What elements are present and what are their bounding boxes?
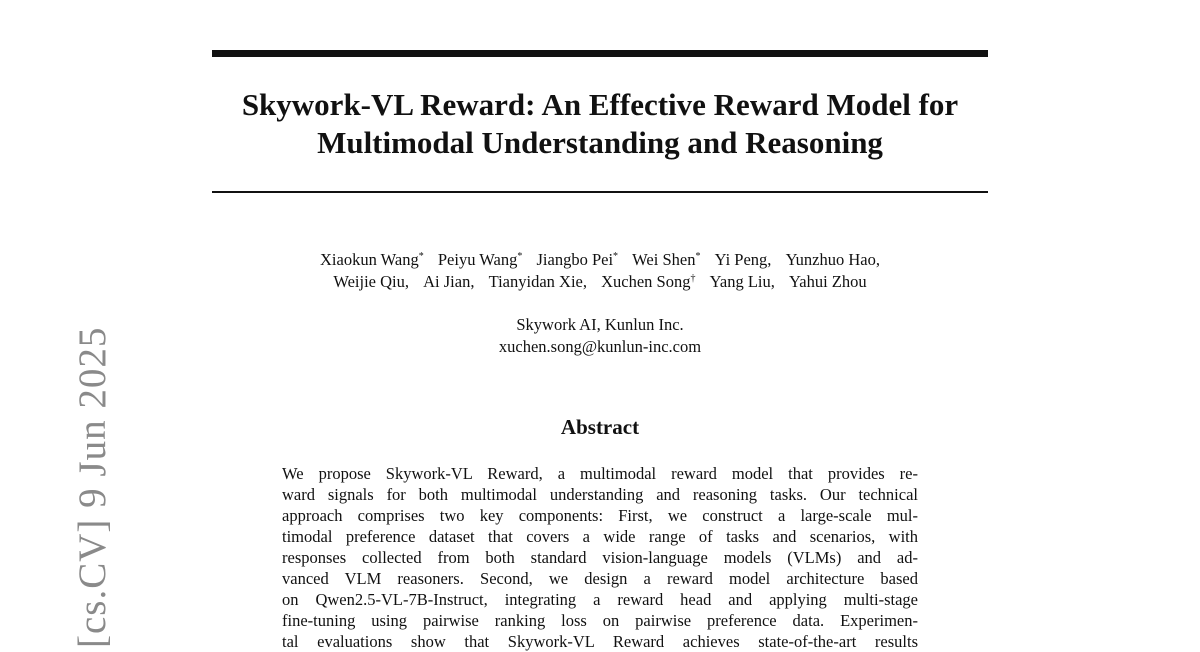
author-name: Wei Shen (632, 250, 696, 269)
arxiv-side-stamp: [cs.CV] 9 Jun 2025 (71, 326, 114, 648)
abstract-line: tal evaluations show that Skywork-VL Reward achieves state-of-the-art results (282, 632, 918, 651)
author (537, 249, 619, 271)
author-name: Jiangbo Pei (536, 250, 614, 269)
title-line-1: Skywork-VL Reward: An Effective Reward Model for (241, 87, 959, 122)
author (489, 271, 587, 293)
title-line-2: Multimodal Understanding and Reasoning (317, 125, 883, 160)
affiliation-block (212, 314, 988, 358)
abstract-line: on Qwen2.5-VL-7B-Instruct, integrating a reward head and applying multi-stage (282, 590, 918, 609)
author (632, 249, 700, 271)
abstract-line: approach comprises two key components: First, we construct a large-scale mul- (282, 506, 918, 525)
author (423, 271, 474, 293)
author (320, 249, 424, 271)
author-name: Yunzhuo Hao, (785, 250, 880, 269)
author (438, 249, 523, 271)
abstract-line: timodal preference dataset that covers a wide range of tasks and scenarios, with (282, 527, 918, 546)
author-mark: * (418, 251, 424, 262)
title-bottom-rule (212, 191, 988, 193)
author (789, 271, 867, 293)
abstract-line: ward signals for both multimodal understanding and reasoning tasks. Our technical (282, 485, 918, 504)
author-mark: † (690, 273, 696, 284)
author (601, 271, 695, 293)
abstract-line: responses collected from both standard vision-language models (VLMs) and ad- (282, 548, 918, 567)
abstract-line: fine-tuning using pairwise ranking loss on pairwise preference data. Experimen- (282, 611, 918, 630)
author-name: Peiyu Wang (437, 250, 518, 269)
author-mark: * (517, 251, 523, 262)
abstract-line: We propose Skywork-VL Reward, a multimodal reward model that provides re- (282, 464, 918, 483)
author-mark: * (695, 251, 701, 262)
author-name: Yang Liu, (709, 272, 775, 291)
abstract-body (282, 463, 918, 652)
author-list (212, 249, 988, 293)
author (710, 271, 775, 293)
author (786, 249, 880, 271)
author-mark: * (613, 251, 619, 262)
author-name: Weijie Qiu, (333, 272, 409, 291)
affiliation: Skywork AI, Kunlun Inc. (516, 315, 684, 334)
author-name: Yi Peng, (714, 250, 772, 269)
author-name: Xiaokun Wang (320, 250, 419, 269)
author-name: Xuchen Song (601, 272, 691, 291)
abstract-heading: Abstract (560, 415, 640, 439)
author-name: Ai Jian, (423, 272, 475, 291)
paper-title (212, 86, 988, 162)
author-row-2 (212, 271, 988, 293)
abstract-line: vanced VLM reasoners. Second, we design a reward model architecture based (282, 569, 918, 588)
contact-email: xuchen.song@kunlun-inc.com (498, 337, 702, 356)
title-top-rule (212, 50, 988, 57)
author-row-1 (212, 249, 988, 271)
author-name: Tianyidan Xie, (488, 272, 587, 291)
author-name: Yahui Zhou (789, 272, 867, 291)
author (333, 271, 409, 293)
author (715, 249, 772, 271)
